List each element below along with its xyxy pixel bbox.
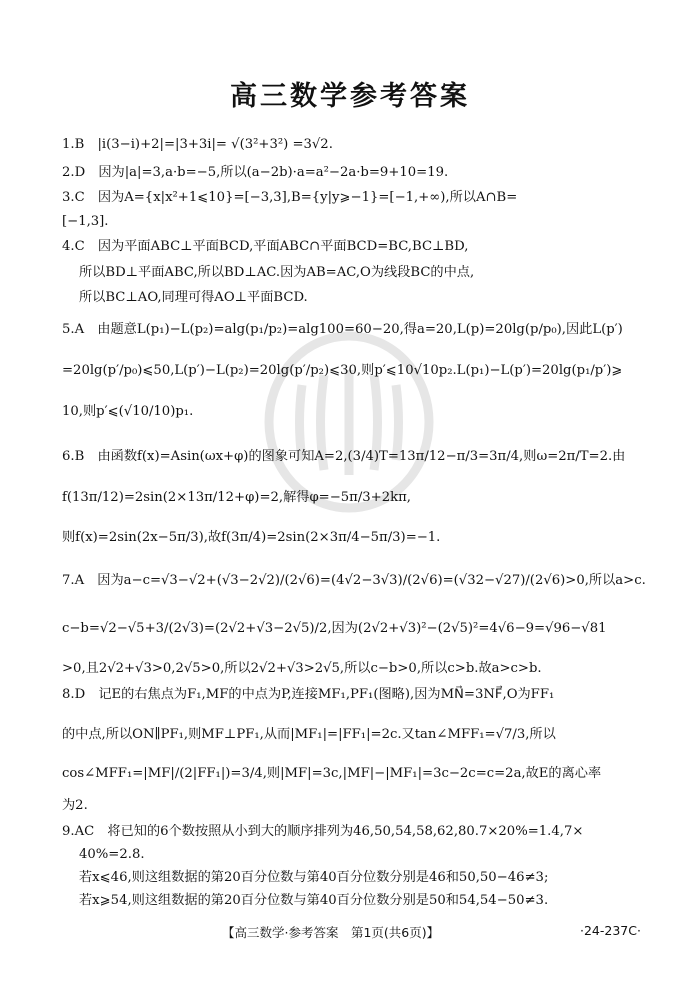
answer-line-1: 1.B |i(3−i)+2|=|3+3i|= √(3²+3²) =3√2. xyxy=(62,137,333,152)
answer-line-7b: c−b=√2−√5+3/(2√3)=(2√2+√3−2√5)/2,因为(2√2+√3)²−(2√5)²=4√6−9=√96−√81 xyxy=(62,621,607,636)
page-footer: 【高三数学·参考答案 第1页(共6页)】 xyxy=(222,925,440,940)
answer-line-2: 2.D 因为|a|=3,a·b=−5,所以(a−2b)·a=a²−2a·b=9+10=19. xyxy=(62,165,449,180)
doc-code: ·24-237C· xyxy=(580,923,641,938)
answer-line-9c: 若x⩽46,则这组数据的第20百分位数与第40百分位数分别是46和50,50−46≠3; xyxy=(79,870,549,885)
answer-line-6: 6.B 由函数f(x)=Asin(ωx+φ)的图象可知A=2,(3/4)T=13π/12−π/3=3π/4,则ω=2π/T=2.由 xyxy=(62,449,626,464)
answer-line-6c: 则f(x)=2sin(2x−5π/3),故f(3π/4)=2sin(2×3π/4−5π/3)=−1. xyxy=(62,530,441,545)
answer-line-3b: [−1,3]. xyxy=(62,214,109,229)
answer-line-8b: 的中点,所以ON∥PF₁,则MF⊥PF₁,从而|MF₁|=|FF₁|=2c.又tan∠MFF₁=√7/3,所以 xyxy=(62,727,556,742)
answer-line-6b: f(13π/12)=2sin(2×13π/12+φ)=2,解得φ=−5π/3+2kπ, xyxy=(62,490,411,505)
answer-line-7c: >0,且2√2+√3>0,2√5>0,所以2√2+√3>2√5,所以c−b>0,所以c>b.故a>c>b. xyxy=(62,661,542,676)
answer-line-5b: =20lg(p′/p₀)⩽50,L(p′)−L(p₂)=20lg(p′/p₂)⩽30,则p′⩽10√10p₂.L(p₁)−L(p′)=20lg(p₁/p′)⩾ xyxy=(62,363,623,378)
answer-line-7: 7.A 因为a−c=√3−√2+(√3−2√2)/(2√6)=(4√2−3√3)/(2√6)=(√32−√27)/(2√6)>0,所以a>c. xyxy=(62,573,646,588)
answer-line-8: 8.D 记E的右焦点为F₁,MF的中点为P,连接MF₁,PF₁(图略),因为MN⃗=3NF⃗,O为FF₁ xyxy=(62,687,555,702)
page-title: 高三数学参考答案 xyxy=(230,81,470,112)
answer-line-9b: 40%=2.8. xyxy=(79,847,145,862)
answer-line-9d: 若x⩾54,则这组数据的第20百分位数与第40百分位数分别是50和54,54−50≠3. xyxy=(79,893,549,908)
answer-line-3: 3.C 因为A={x|x²+1⩽10}=[−3,3],B={y|y⩾−1}=[−1,+∞),所以A∩B= xyxy=(62,190,518,205)
answer-line-9: 9.AC 将已知的6个数按照从小到大的顺序排列为46,50,54,58,62,80.7×20%=1.4,7× xyxy=(62,824,584,839)
answer-line-4b: 所以BD⊥平面ABC,所以BD⊥AC.因为AB=AC,O为线段BC的中点, xyxy=(79,265,475,280)
answer-line-8c: cos∠MFF₁=|MF|/(2|FF₁|)=3/4,则|MF|=3c,|MF|−|MF₁|=3c−2c=c=2a,故E的离心率 xyxy=(62,766,602,781)
answer-line-4: 4.C 因为平面ABC⊥平面BCD,平面ABC∩平面BCD=BC,BC⊥BD, xyxy=(62,239,469,254)
watermark-emblem-icon xyxy=(262,330,437,515)
answer-line-4c: 所以BC⊥AO,同理可得AO⊥平面BCD. xyxy=(79,290,308,305)
answer-line-5: 5.A 由题意L(p₁)−L(p₂)=alg(p₁/p₂)=alg100=60−20,得a=20,L(p)=20lg(p/p₀),因此L(p′) xyxy=(62,322,623,337)
answer-line-5c: 10,则p′⩽(√10/10)p₁. xyxy=(62,404,194,419)
answer-line-8d: 为2. xyxy=(62,798,88,813)
